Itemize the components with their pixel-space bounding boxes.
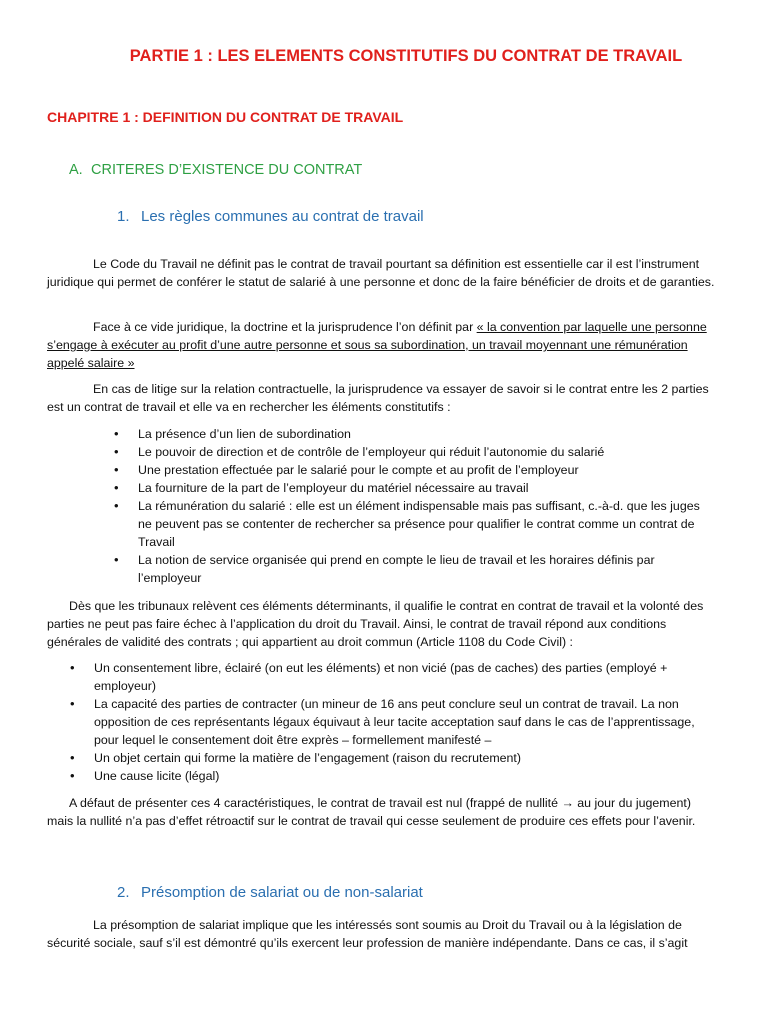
list-item: • La fourniture de la part de l’employeur du matériel nécessaire au travail bbox=[111, 479, 711, 497]
list-item: • Une prestation effectuée par le salarié pour le compte et au profit de l’employeur bbox=[111, 461, 711, 479]
paragraph-6-text: La présomption de salariat implique que les intéressés sont soumis au Droit du Travail ou à la législation de sécurité sociale, sauf s’il est démontré qu’ils exercent leur profession de manière indépendante. Dans ce cas, il s’agit bbox=[47, 918, 688, 950]
list-item: • Une cause licite (légal) bbox=[67, 767, 717, 785]
list-item: • La rémunération du salarié : elle est un élément indispensable mais pas suffisant, c.-à-d. que les juges ne peuvent pas se contenter de rechercher sa présence pour qualifier le contrat comme un contrat de Travail bbox=[111, 497, 711, 551]
subsection-1-number: 1. bbox=[117, 208, 130, 225]
paragraph-1 bbox=[47, 255, 719, 291]
subsection-2-number: 2. bbox=[117, 884, 130, 901]
paragraph-3-text: En cas de litige sur la relation contractuelle, la jurisprudence va essayer de savoir si le contrat entre les 2 parties est un contrat de travail et elle va en rechercher les éléments constitutifs : bbox=[47, 382, 709, 414]
section-a-heading bbox=[69, 162, 362, 178]
page-title: PARTIE 1 : LES ELEMENTS CONSTITUTIFS DU CONTRAT DE TRAVAIL bbox=[129, 47, 683, 65]
subsection-2-text: Présomption de salariat ou de non-salariat bbox=[141, 884, 423, 901]
definition-quote: « la convention par laquelle une personne s’engage à exécuter au profit d’une autre personne et sous sa subordination, un travail moyennant une rémunération appelé salaire » bbox=[47, 320, 707, 370]
paragraph-2-intro: Face à ce vide juridique, la doctrine et la jurisprudence l’on définit par bbox=[93, 320, 477, 334]
subsection-1-heading bbox=[117, 208, 424, 225]
chapter-heading: CHAPITRE 1 : DEFINITION DU CONTRAT DE TRAVAIL bbox=[47, 109, 404, 125]
validity-conditions-list bbox=[67, 659, 717, 785]
subsection-1-text: Les règles communes au contrat de travail bbox=[141, 208, 424, 225]
subsection-2-heading bbox=[117, 884, 423, 901]
constitutive-elements-list bbox=[111, 425, 711, 587]
list-item: • La présence d’un lien de subordination bbox=[111, 425, 711, 443]
section-a-number: A. bbox=[69, 162, 83, 178]
paragraph-6 bbox=[47, 916, 719, 952]
list-item: • Un consentement libre, éclairé (on eut les éléments) et non vicié (pas de caches) des parties (employé + employeur) bbox=[67, 659, 717, 695]
list-item: • La capacité des parties de contracter (un mineur de 16 ans peut conclure seul un contrat de travail. La non opposition de ces représentants légaux équivaut à leur tacite acceptation sauf dans le cas de l’apprentissage, pour lequel le consentement doit être exprès – formellement manifesté – bbox=[67, 695, 717, 749]
paragraph-1-text: Le Code du Travail ne définit pas le contrat de travail pourtant sa définition est essentielle car il est l’instrument juridique qui permet de conférer le statut de salarié à une personne et donc de la faire bénéficier de droits et de garanties. bbox=[47, 257, 715, 289]
paragraph-4 bbox=[47, 597, 719, 651]
section-a-text: CRITERES D’EXISTENCE DU CONTRAT bbox=[91, 162, 363, 178]
paragraph-3 bbox=[47, 380, 719, 416]
list-item: • La notion de service organisée qui prend en compte le lieu de travail et les horaires définis par l’employeur bbox=[111, 551, 711, 587]
paragraph-2 bbox=[47, 318, 719, 372]
paragraph-5-text: A défaut de présenter ces 4 caractéristiques, le contrat de travail est nul (frappé de nullité → au jour du jugement) mais la nullité n’a pas d’effet rétroactif sur le contrat de travail qui cesse seulement de produire ces effets pour l’avenir. bbox=[47, 796, 696, 828]
list-item: • Le pouvoir de direction et de contrôle de l’employeur qui réduit l’autonomie du salarié bbox=[111, 443, 711, 461]
list-item: • Un objet certain qui forme la matière de l’engagement (raison du recrutement) bbox=[67, 749, 717, 767]
paragraph-4-text: Dès que les tribunaux relèvent ces éléments déterminants, il qualifie le contrat en contrat de travail et la volonté des parties ne peut pas faire échec à l’application du droit du Travail. Ainsi, le contrat de travail répond aux conditions générales de validité des contrats ; qui appartient au droit commun (Article 1108 du Code Civil) : bbox=[47, 599, 704, 649]
paragraph-5 bbox=[47, 794, 719, 830]
